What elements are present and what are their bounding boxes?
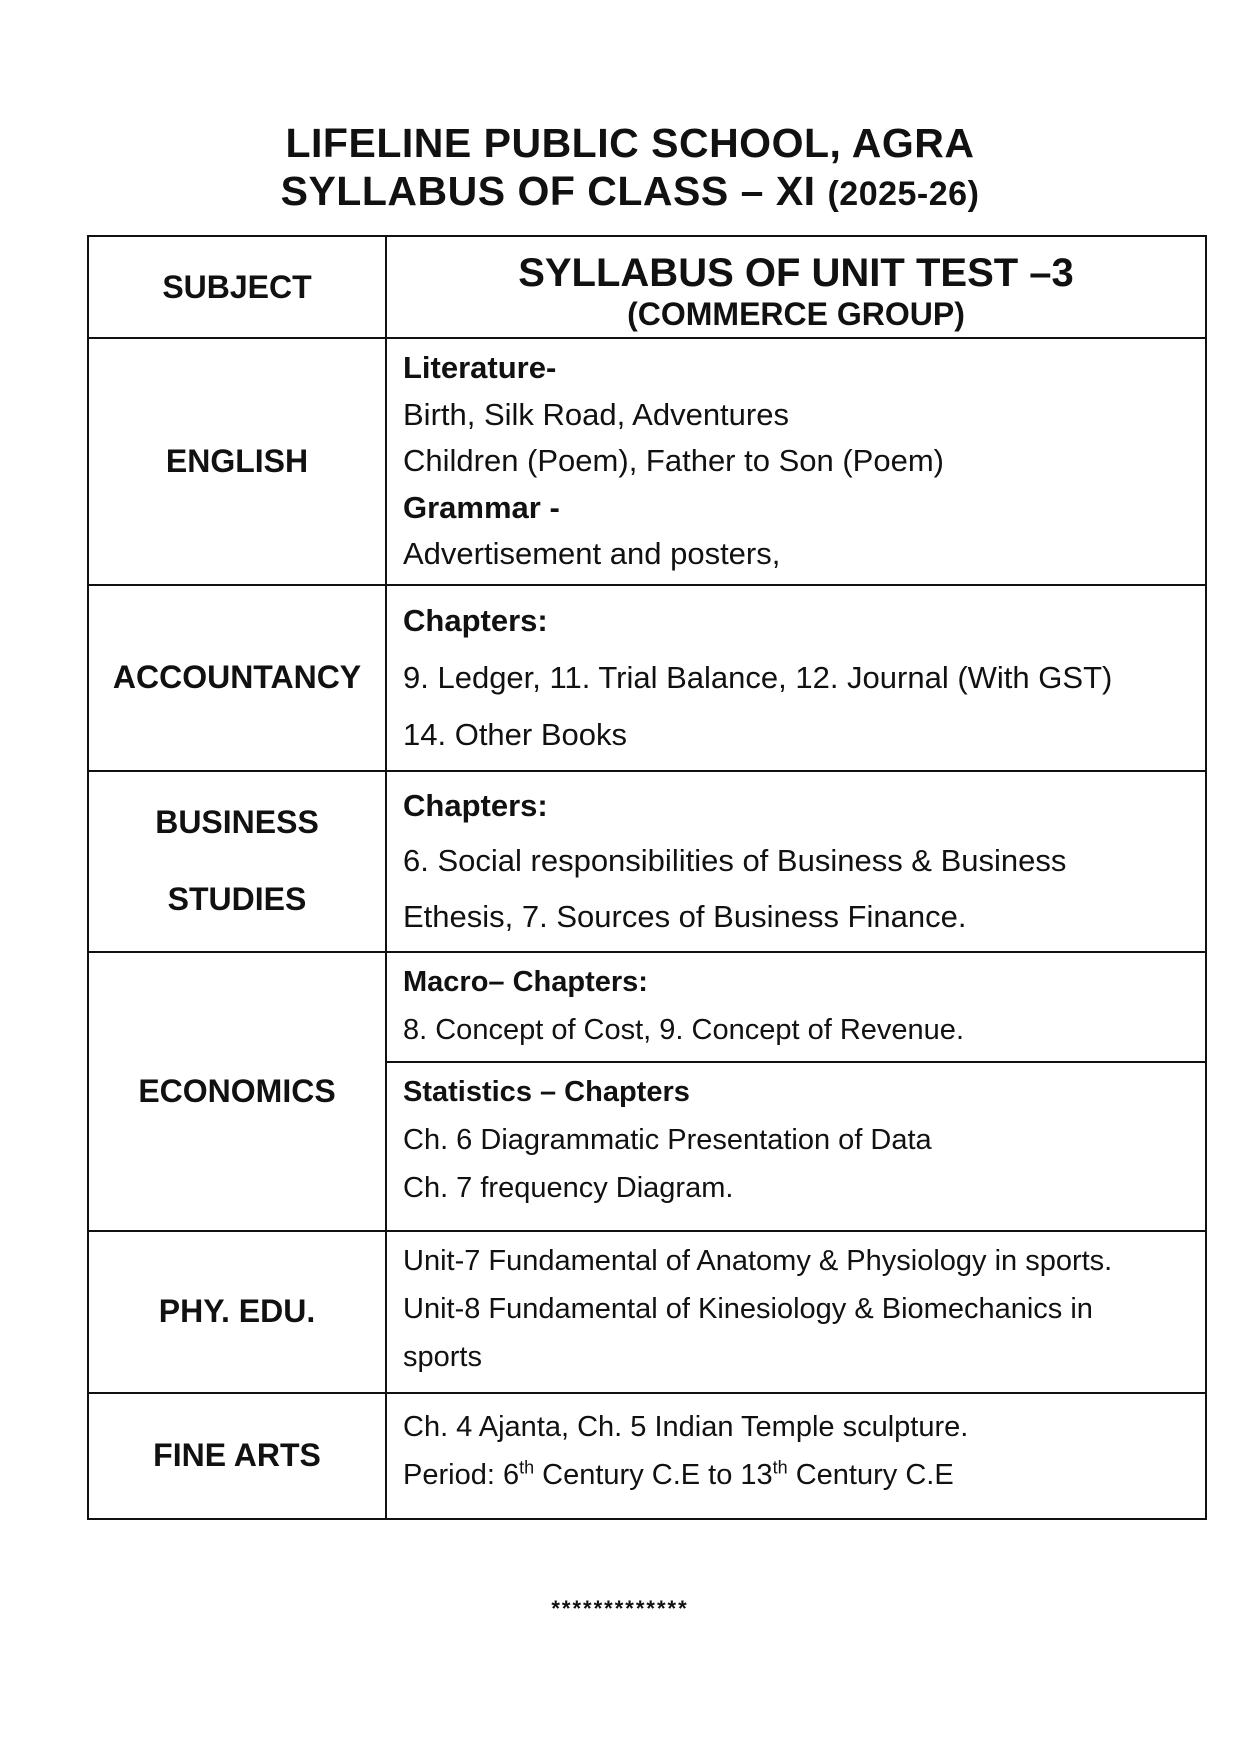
text-line: 6. Social responsibilities of Business & Business: [403, 843, 1067, 879]
text: Century C.E: [787, 1458, 954, 1491]
stats-label: Statistics – Chapters: [403, 1075, 690, 1108]
table-row: [88, 338, 1206, 585]
macro-label: Macro– Chapters:: [403, 965, 648, 998]
chapters-label: Chapters:: [403, 787, 548, 823]
syllabus-header-cell: [386, 236, 1206, 338]
text-line: Ch. 4 Ajanta, Ch. 5 Indian Temple sculpture.: [403, 1410, 969, 1443]
text-line: Children (Poem), Father to Son (Poem): [403, 443, 944, 478]
economics-content: [386, 952, 1206, 1231]
business-content: [386, 771, 1206, 952]
text-line: 8. Concept of Cost, 9. Concept of Revenue.: [403, 1013, 964, 1046]
english-content: [386, 338, 1206, 585]
header-row: [88, 236, 1206, 338]
text-line: 14. Other Books: [403, 717, 628, 753]
table-row: [88, 1393, 1206, 1519]
group-label: (COMMERCE GROUP): [627, 296, 965, 332]
subject-header: SUBJECT: [88, 236, 386, 338]
statistics-section: [387, 1061, 1205, 1219]
accountancy-content: [386, 585, 1206, 771]
subject-line: BUSINESS: [155, 804, 319, 841]
school-name: LIFELINE PUBLIC SCHOOL, AGRA: [285, 120, 975, 166]
text-line: Birth, Silk Road, Adventures: [403, 396, 789, 432]
table-row: [88, 585, 1206, 771]
table-row: [88, 952, 1206, 1231]
finearts-content: [386, 1393, 1206, 1519]
text-line: Ch. 6 Diagrammatic Presentation of Data: [403, 1123, 932, 1156]
text-line: 9. Ledger, 11. Trial Balance, 12. Journal (With GST): [403, 659, 1113, 695]
superscript: th: [519, 1457, 535, 1478]
grammar-label: Grammar -: [403, 489, 560, 525]
table-row: [88, 1231, 1206, 1393]
superscript: th: [772, 1457, 788, 1478]
subject-line: STUDIES: [167, 881, 307, 918]
period-line: [403, 1452, 1189, 1500]
footer-stars: *************: [551, 1596, 689, 1621]
subject-english: ENGLISH: [88, 338, 386, 585]
text-line: Unit-7 Fundamental of Anatomy & Physiology in sports.: [403, 1244, 1113, 1277]
subject-business-studies: [88, 771, 386, 952]
subject-accountancy: ACCOUNTANCY: [88, 585, 386, 771]
text-line: Ethesis, 7. Sources of Business Finance.: [403, 899, 967, 935]
class-title: [10, 168, 1240, 215]
syllabus-header: SYLLABUS OF UNIT TEST –3: [518, 251, 1074, 295]
text-line: Advertisement and posters,: [403, 536, 781, 571]
syllabus-table: [87, 235, 1207, 1520]
table-row: [88, 771, 1206, 952]
lit-label: Literature-: [403, 350, 557, 385]
subject-economics: ECONOMICS: [88, 952, 386, 1231]
session: (2025-26): [827, 175, 980, 213]
subject-phy-edu: PHY. EDU.: [88, 1231, 386, 1393]
text: Century C.E to 13: [534, 1458, 773, 1491]
text-line: Unit-8 Fundamental of Kinesiology & Biomechanics in: [403, 1292, 1093, 1325]
class-line: SYLLABUS OF CLASS – XI: [280, 168, 816, 214]
text-line: sports: [403, 1340, 482, 1373]
macro-section: [387, 953, 1205, 1061]
text: Period: 6: [403, 1458, 520, 1491]
text-line: Ch. 7 frequency Diagram.: [403, 1171, 734, 1204]
chapters-label: Chapters:: [403, 602, 548, 638]
phyedu-content: [386, 1231, 1206, 1393]
subject-fine-arts: FINE ARTS: [88, 1393, 386, 1519]
